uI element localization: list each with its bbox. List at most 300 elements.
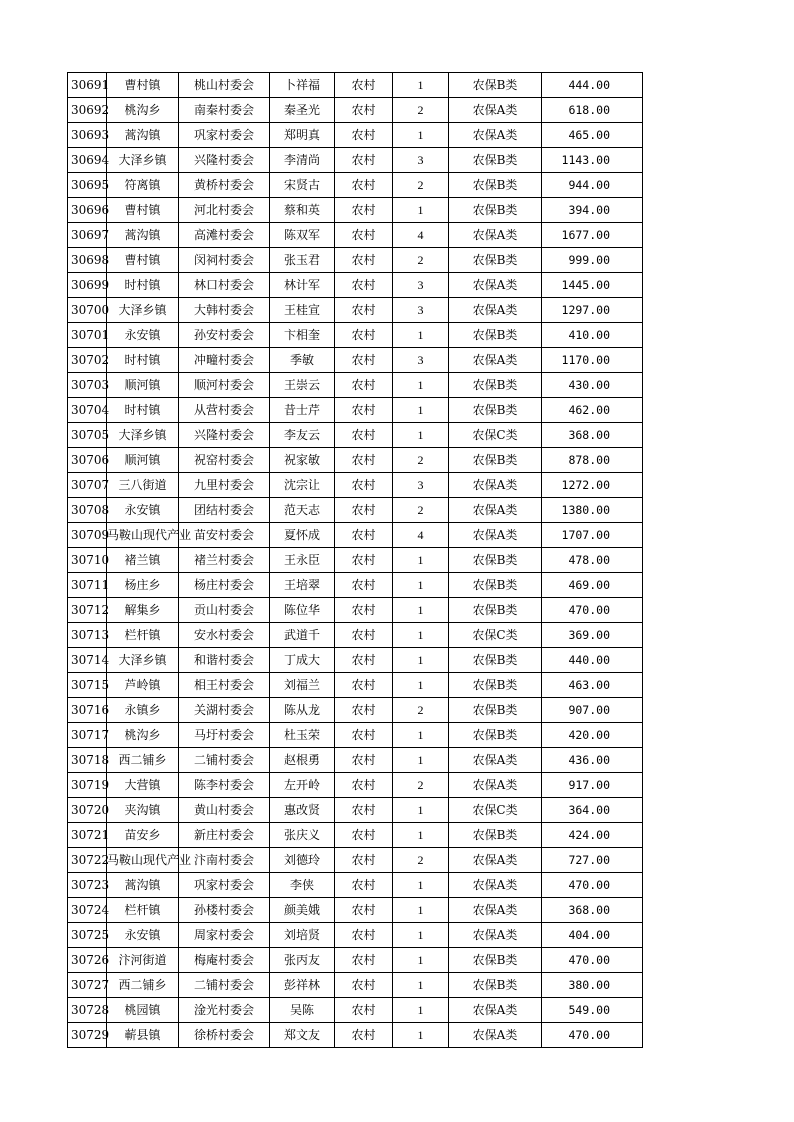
amount-cell: 440.00 [542, 648, 643, 673]
insurance-category-cell: 农保B类 [449, 973, 542, 998]
record-id-cell: 30691 [68, 73, 107, 98]
insurance-category-cell: 农保A类 [449, 273, 542, 298]
table-row [68, 823, 643, 848]
person-name-cell: 秦圣光 [270, 98, 335, 123]
person-name-cell: 季敏 [270, 348, 335, 373]
household-count-cell: 1 [393, 798, 449, 823]
amount-cell: 470.00 [542, 598, 643, 623]
insurance-category-cell: 农保A类 [449, 223, 542, 248]
insurance-category-cell: 农保B类 [449, 598, 542, 623]
area-type-cell: 农村 [335, 923, 393, 948]
area-type-cell: 农村 [335, 873, 393, 898]
village-cell: 贡山村委会 [179, 598, 270, 623]
amount-cell: 1143.00 [542, 148, 643, 173]
household-count-cell: 4 [393, 223, 449, 248]
town-cell: 符离镇 [107, 173, 179, 198]
area-type-cell: 农村 [335, 323, 393, 348]
household-count-cell: 1 [393, 723, 449, 748]
table-row [68, 373, 643, 398]
amount-cell: 380.00 [542, 973, 643, 998]
area-type-cell: 农村 [335, 298, 393, 323]
town-cell: 汴河街道 [107, 948, 179, 973]
town-cell: 桃沟乡 [107, 98, 179, 123]
town-cell: 曹村镇 [107, 198, 179, 223]
table-row [68, 223, 643, 248]
record-id-cell: 30700 [68, 298, 107, 323]
village-cell: 周家村委会 [179, 923, 270, 948]
amount-cell: 470.00 [542, 1023, 643, 1048]
area-type-cell: 农村 [335, 698, 393, 723]
insurance-category-cell: 农保A类 [449, 848, 542, 873]
amount-cell: 444.00 [542, 73, 643, 98]
village-cell: 巩家村委会 [179, 873, 270, 898]
village-cell: 南秦村委会 [179, 98, 270, 123]
village-cell: 顺河村委会 [179, 373, 270, 398]
person-name-cell: 刘福兰 [270, 673, 335, 698]
insurance-category-cell: 农保B类 [449, 248, 542, 273]
person-name-cell: 蔡和英 [270, 198, 335, 223]
area-type-cell: 农村 [335, 498, 393, 523]
town-cell: 曹村镇 [107, 248, 179, 273]
town-cell: 栏杆镇 [107, 898, 179, 923]
town-cell: 马鞍山现代产业 [107, 848, 179, 873]
town-cell: 蒿沟镇 [107, 223, 179, 248]
person-name-cell: 范天志 [270, 498, 335, 523]
area-type-cell: 农村 [335, 248, 393, 273]
household-count-cell: 1 [393, 873, 449, 898]
town-cell: 永安镇 [107, 498, 179, 523]
record-id-cell: 30703 [68, 373, 107, 398]
area-type-cell: 农村 [335, 973, 393, 998]
household-count-cell: 1 [393, 1023, 449, 1048]
person-name-cell: 杜玉荣 [270, 723, 335, 748]
record-id-cell: 30699 [68, 273, 107, 298]
household-count-cell: 1 [393, 973, 449, 998]
village-cell: 褚兰村委会 [179, 548, 270, 573]
insurance-category-cell: 农保A类 [449, 773, 542, 798]
record-id-cell: 30705 [68, 423, 107, 448]
table-row [68, 648, 643, 673]
table-row [68, 423, 643, 448]
amount-cell: 368.00 [542, 423, 643, 448]
household-count-cell: 1 [393, 73, 449, 98]
village-cell: 闵祠村委会 [179, 248, 270, 273]
household-count-cell: 1 [393, 923, 449, 948]
area-type-cell: 农村 [335, 898, 393, 923]
insurance-category-cell: 农保A类 [449, 123, 542, 148]
person-name-cell: 祝家敏 [270, 448, 335, 473]
table-row [68, 673, 643, 698]
village-cell: 孙安村委会 [179, 323, 270, 348]
record-id-cell: 30719 [68, 773, 107, 798]
record-id-cell: 30726 [68, 948, 107, 973]
amount-cell: 394.00 [542, 198, 643, 223]
town-cell: 大泽乡镇 [107, 423, 179, 448]
household-count-cell: 1 [393, 123, 449, 148]
village-cell: 苗安村委会 [179, 523, 270, 548]
village-cell: 马圩村委会 [179, 723, 270, 748]
record-id-cell: 30696 [68, 198, 107, 223]
area-type-cell: 农村 [335, 473, 393, 498]
table-row [68, 323, 643, 348]
household-count-cell: 3 [393, 348, 449, 373]
insurance-category-cell: 农保A类 [449, 473, 542, 498]
area-type-cell: 农村 [335, 198, 393, 223]
record-id-cell: 30724 [68, 898, 107, 923]
amount-cell: 878.00 [542, 448, 643, 473]
table-row [68, 148, 643, 173]
table-row [68, 923, 643, 948]
amount-cell: 465.00 [542, 123, 643, 148]
insurance-category-cell: 农保A类 [449, 523, 542, 548]
insurance-category-cell: 农保A类 [449, 923, 542, 948]
amount-cell: 999.00 [542, 248, 643, 273]
amount-cell: 463.00 [542, 673, 643, 698]
table-row [68, 198, 643, 223]
table-row [68, 723, 643, 748]
town-cell: 蒿沟镇 [107, 123, 179, 148]
town-cell: 大泽乡镇 [107, 648, 179, 673]
insurance-category-cell: 农保A类 [449, 98, 542, 123]
table-row [68, 1023, 643, 1048]
area-type-cell: 农村 [335, 373, 393, 398]
household-count-cell: 2 [393, 98, 449, 123]
person-name-cell: 颜美娥 [270, 898, 335, 923]
table-row [68, 623, 643, 648]
record-id-cell: 30729 [68, 1023, 107, 1048]
table-row [68, 973, 643, 998]
town-cell: 永镇乡 [107, 698, 179, 723]
amount-cell: 469.00 [542, 573, 643, 598]
insurance-category-cell: 农保B类 [449, 548, 542, 573]
record-id-cell: 30709 [68, 523, 107, 548]
household-count-cell: 1 [393, 598, 449, 623]
village-cell: 大韩村委会 [179, 298, 270, 323]
table-row [68, 873, 643, 898]
person-name-cell: 陈从龙 [270, 698, 335, 723]
town-cell: 永安镇 [107, 323, 179, 348]
amount-cell: 618.00 [542, 98, 643, 123]
table-row [68, 73, 643, 98]
town-cell: 马鞍山现代产业 [107, 523, 179, 548]
area-type-cell: 农村 [335, 573, 393, 598]
table-row [68, 998, 643, 1023]
table-row [68, 848, 643, 873]
household-count-cell: 1 [393, 648, 449, 673]
table-row [68, 573, 643, 598]
insurance-category-cell: 农保C类 [449, 423, 542, 448]
household-count-cell: 3 [393, 298, 449, 323]
person-name-cell: 王永臣 [270, 548, 335, 573]
area-type-cell: 农村 [335, 348, 393, 373]
household-count-cell: 2 [393, 773, 449, 798]
table-row [68, 748, 643, 773]
town-cell: 桃沟乡 [107, 723, 179, 748]
town-cell: 桃园镇 [107, 998, 179, 1023]
amount-cell: 478.00 [542, 548, 643, 573]
table-row [68, 473, 643, 498]
area-type-cell: 农村 [335, 548, 393, 573]
record-id-cell: 30704 [68, 398, 107, 423]
person-name-cell: 武道千 [270, 623, 335, 648]
village-cell: 河北村委会 [179, 198, 270, 223]
area-type-cell: 农村 [335, 598, 393, 623]
person-name-cell: 张庆义 [270, 823, 335, 848]
record-id-cell: 30722 [68, 848, 107, 873]
town-cell: 解集乡 [107, 598, 179, 623]
amount-cell: 1380.00 [542, 498, 643, 523]
person-name-cell: 王崇云 [270, 373, 335, 398]
area-type-cell: 农村 [335, 398, 393, 423]
household-count-cell: 2 [393, 498, 449, 523]
insurance-category-cell: 农保B类 [449, 73, 542, 98]
person-name-cell: 李侠 [270, 873, 335, 898]
amount-cell: 1170.00 [542, 348, 643, 373]
area-type-cell: 农村 [335, 848, 393, 873]
household-count-cell: 1 [393, 573, 449, 598]
insurance-category-cell: 农保A类 [449, 498, 542, 523]
amount-cell: 1445.00 [542, 273, 643, 298]
record-id-cell: 30727 [68, 973, 107, 998]
record-id-cell: 30702 [68, 348, 107, 373]
person-name-cell: 李友云 [270, 423, 335, 448]
village-cell: 高滩村委会 [179, 223, 270, 248]
table-row [68, 248, 643, 273]
record-id-cell: 30711 [68, 573, 107, 598]
amount-cell: 470.00 [542, 948, 643, 973]
household-count-cell: 2 [393, 848, 449, 873]
amount-cell: 368.00 [542, 898, 643, 923]
person-name-cell: 卞相奎 [270, 323, 335, 348]
village-cell: 林口村委会 [179, 273, 270, 298]
record-id-cell: 30693 [68, 123, 107, 148]
amount-cell: 462.00 [542, 398, 643, 423]
amount-cell: 907.00 [542, 698, 643, 723]
person-name-cell: 夏怀成 [270, 523, 335, 548]
household-count-cell: 1 [393, 673, 449, 698]
area-type-cell: 农村 [335, 948, 393, 973]
household-count-cell: 2 [393, 248, 449, 273]
record-id-cell: 30695 [68, 173, 107, 198]
household-count-cell: 3 [393, 273, 449, 298]
record-id-cell: 30721 [68, 823, 107, 848]
area-type-cell: 农村 [335, 523, 393, 548]
table-row [68, 773, 643, 798]
insurance-category-cell: 农保A类 [449, 898, 542, 923]
amount-cell: 436.00 [542, 748, 643, 773]
record-id-cell: 30706 [68, 448, 107, 473]
amount-cell: 404.00 [542, 923, 643, 948]
record-id-cell: 30708 [68, 498, 107, 523]
record-id-cell: 30718 [68, 748, 107, 773]
household-count-cell: 1 [393, 948, 449, 973]
area-type-cell: 农村 [335, 223, 393, 248]
town-cell: 大泽乡镇 [107, 298, 179, 323]
village-cell: 二铺村委会 [179, 748, 270, 773]
table-row [68, 548, 643, 573]
record-id-cell: 30714 [68, 648, 107, 673]
town-cell: 西二铺乡 [107, 973, 179, 998]
record-id-cell: 30713 [68, 623, 107, 648]
amount-cell: 364.00 [542, 798, 643, 823]
table-row [68, 598, 643, 623]
village-cell: 和谐村委会 [179, 648, 270, 673]
area-type-cell: 农村 [335, 273, 393, 298]
village-cell: 团结村委会 [179, 498, 270, 523]
person-name-cell: 左开岭 [270, 773, 335, 798]
village-cell: 祝窑村委会 [179, 448, 270, 473]
area-type-cell: 农村 [335, 673, 393, 698]
record-id-cell: 30694 [68, 148, 107, 173]
village-cell: 九里村委会 [179, 473, 270, 498]
insurance-category-cell: 农保A类 [449, 348, 542, 373]
amount-cell: 424.00 [542, 823, 643, 848]
town-cell: 杨庄乡 [107, 573, 179, 598]
village-cell: 关湖村委会 [179, 698, 270, 723]
village-cell: 兴隆村委会 [179, 148, 270, 173]
record-id-cell: 30692 [68, 98, 107, 123]
person-name-cell: 郑文友 [270, 1023, 335, 1048]
person-name-cell: 张丙友 [270, 948, 335, 973]
town-cell: 西二铺乡 [107, 748, 179, 773]
insurance-category-cell: 农保A类 [449, 748, 542, 773]
table-row [68, 173, 643, 198]
person-name-cell: 沈宗让 [270, 473, 335, 498]
insurance-category-cell: 农保B类 [449, 173, 542, 198]
household-count-cell: 1 [393, 823, 449, 848]
area-type-cell: 农村 [335, 723, 393, 748]
person-name-cell: 昔士芹 [270, 398, 335, 423]
area-type-cell: 农村 [335, 1023, 393, 1048]
town-cell: 夹沟镇 [107, 798, 179, 823]
amount-cell: 420.00 [542, 723, 643, 748]
insurance-category-cell: 农保B类 [449, 648, 542, 673]
town-cell: 曹村镇 [107, 73, 179, 98]
town-cell: 褚兰镇 [107, 548, 179, 573]
household-count-cell: 1 [393, 323, 449, 348]
record-id-cell: 30710 [68, 548, 107, 573]
record-id-cell: 30697 [68, 223, 107, 248]
town-cell: 时村镇 [107, 398, 179, 423]
village-cell: 孙楼村委会 [179, 898, 270, 923]
town-cell: 顺河镇 [107, 448, 179, 473]
table-row [68, 523, 643, 548]
insurance-category-cell: 农保B类 [449, 323, 542, 348]
town-cell: 蕲县镇 [107, 1023, 179, 1048]
household-count-cell: 1 [393, 898, 449, 923]
amount-cell: 1677.00 [542, 223, 643, 248]
village-cell: 兴隆村委会 [179, 423, 270, 448]
insurance-category-cell: 农保A类 [449, 998, 542, 1023]
table-row [68, 498, 643, 523]
person-name-cell: 刘培贤 [270, 923, 335, 948]
person-name-cell: 丁成大 [270, 648, 335, 673]
village-cell: 黄桥村委会 [179, 173, 270, 198]
record-id-cell: 30698 [68, 248, 107, 273]
insurance-category-cell: 农保C类 [449, 623, 542, 648]
records-table [67, 72, 643, 1048]
record-id-cell: 30707 [68, 473, 107, 498]
household-count-cell: 1 [393, 623, 449, 648]
person-name-cell: 吴陈 [270, 998, 335, 1023]
area-type-cell: 农村 [335, 448, 393, 473]
area-type-cell: 农村 [335, 998, 393, 1023]
village-cell: 巩家村委会 [179, 123, 270, 148]
person-name-cell: 赵根勇 [270, 748, 335, 773]
record-id-cell: 30720 [68, 798, 107, 823]
household-count-cell: 3 [393, 473, 449, 498]
household-count-cell: 1 [393, 373, 449, 398]
insurance-category-cell: 农保B类 [449, 148, 542, 173]
household-count-cell: 2 [393, 698, 449, 723]
town-cell: 时村镇 [107, 348, 179, 373]
area-type-cell: 农村 [335, 123, 393, 148]
person-name-cell: 宋贤古 [270, 173, 335, 198]
insurance-category-cell: 农保B类 [449, 448, 542, 473]
record-id-cell: 30716 [68, 698, 107, 723]
amount-cell: 430.00 [542, 373, 643, 398]
person-name-cell: 刘德玲 [270, 848, 335, 873]
household-count-cell: 2 [393, 173, 449, 198]
village-cell: 安水村委会 [179, 623, 270, 648]
area-type-cell: 农村 [335, 773, 393, 798]
household-count-cell: 2 [393, 448, 449, 473]
household-count-cell: 1 [393, 423, 449, 448]
person-name-cell: 彭祥林 [270, 973, 335, 998]
insurance-category-cell: 农保B类 [449, 673, 542, 698]
village-cell: 汴南村委会 [179, 848, 270, 873]
town-cell: 三八街道 [107, 473, 179, 498]
household-count-cell: 4 [393, 523, 449, 548]
area-type-cell: 农村 [335, 423, 393, 448]
household-count-cell: 1 [393, 398, 449, 423]
insurance-category-cell: 农保B类 [449, 948, 542, 973]
household-count-cell: 1 [393, 548, 449, 573]
table-row [68, 898, 643, 923]
insurance-category-cell: 农保B类 [449, 398, 542, 423]
area-type-cell: 农村 [335, 798, 393, 823]
insurance-category-cell: 农保C类 [449, 798, 542, 823]
village-cell: 黄山村委会 [179, 798, 270, 823]
record-id-cell: 30701 [68, 323, 107, 348]
town-cell: 大营镇 [107, 773, 179, 798]
household-count-cell: 3 [393, 148, 449, 173]
village-cell: 桃山村委会 [179, 73, 270, 98]
table-row [68, 448, 643, 473]
table-row [68, 698, 643, 723]
record-id-cell: 30728 [68, 998, 107, 1023]
amount-cell: 944.00 [542, 173, 643, 198]
amount-cell: 727.00 [542, 848, 643, 873]
village-cell: 梅庵村委会 [179, 948, 270, 973]
amount-cell: 917.00 [542, 773, 643, 798]
town-cell: 永安镇 [107, 923, 179, 948]
amount-cell: 1272.00 [542, 473, 643, 498]
insurance-category-cell: 农保A类 [449, 873, 542, 898]
person-name-cell: 卜祥福 [270, 73, 335, 98]
area-type-cell: 农村 [335, 98, 393, 123]
person-name-cell: 林计军 [270, 273, 335, 298]
insurance-category-cell: 农保A类 [449, 298, 542, 323]
town-cell: 栏杆镇 [107, 623, 179, 648]
record-id-cell: 30715 [68, 673, 107, 698]
town-cell: 顺河镇 [107, 373, 179, 398]
village-cell: 淦光村委会 [179, 998, 270, 1023]
records-table-body [68, 73, 643, 1048]
insurance-category-cell: 农保B类 [449, 198, 542, 223]
area-type-cell: 农村 [335, 823, 393, 848]
table-row [68, 298, 643, 323]
